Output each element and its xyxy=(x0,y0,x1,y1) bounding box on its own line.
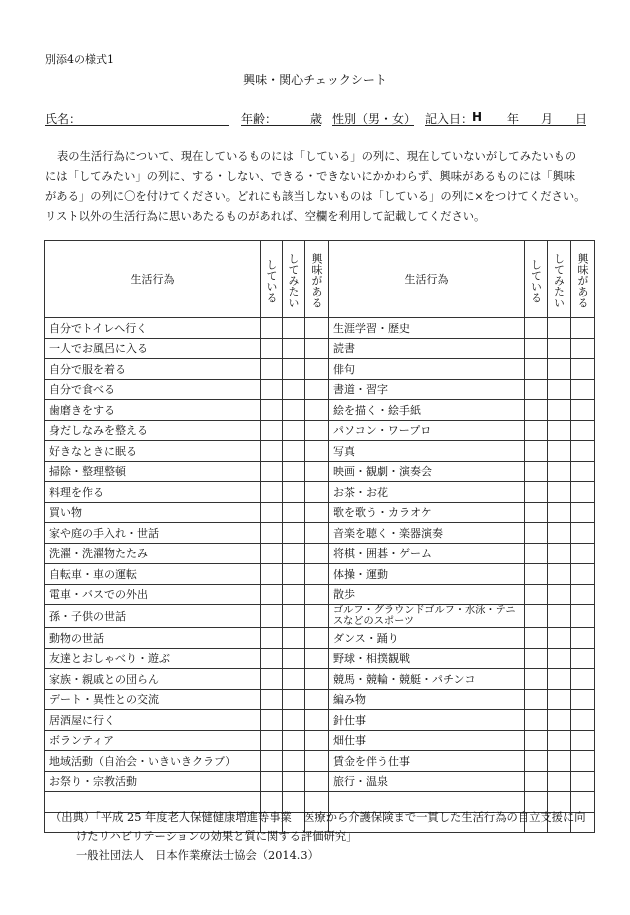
source-line: けたリハビリテーションの効果と質に関する評価研究」 xyxy=(76,830,358,843)
age-unit: 歳 xyxy=(310,112,323,126)
check-cell-want[interactable] xyxy=(283,628,305,649)
table-row xyxy=(45,338,595,359)
check-cell-interest[interactable] xyxy=(305,628,329,649)
check-cell-doing[interactable] xyxy=(525,564,548,585)
check-cell-want[interactable] xyxy=(548,771,571,792)
check-cell-want[interactable] xyxy=(548,461,571,482)
check-cell-doing[interactable] xyxy=(261,543,283,564)
check-cell-want[interactable] xyxy=(283,584,305,605)
check-cell-interest[interactable] xyxy=(571,771,595,792)
table-row xyxy=(45,461,595,482)
check-cell-want[interactable] xyxy=(548,543,571,564)
table-row xyxy=(45,543,595,564)
check-cell-interest[interactable] xyxy=(305,730,329,751)
check-cell-doing[interactable] xyxy=(525,771,548,792)
check-cell-doing[interactable] xyxy=(525,461,548,482)
table-row xyxy=(45,379,595,400)
check-cell-interest[interactable] xyxy=(305,584,329,605)
check-cell-interest[interactable] xyxy=(571,359,595,380)
check-cell-doing[interactable] xyxy=(261,669,283,690)
check-cell-want[interactable] xyxy=(548,400,571,421)
check-cell-want[interactable] xyxy=(283,669,305,690)
check-cell-doing[interactable] xyxy=(261,584,283,605)
check-cell-want[interactable] xyxy=(283,730,305,751)
check-cell-doing[interactable] xyxy=(261,710,283,731)
check-cell-doing[interactable] xyxy=(261,564,283,585)
activity-left: 家や庭の手入れ・世話 xyxy=(45,523,261,544)
check-cell-doing[interactable] xyxy=(261,359,283,380)
table-row xyxy=(45,730,595,751)
check-cell-doing[interactable] xyxy=(525,669,548,690)
check-cell-want[interactable] xyxy=(283,523,305,544)
date-underline xyxy=(425,125,586,126)
check-cell-doing[interactable] xyxy=(261,379,283,400)
check-cell-interest[interactable] xyxy=(305,379,329,400)
check-cell-interest[interactable] xyxy=(571,523,595,544)
check-cell-interest[interactable] xyxy=(305,771,329,792)
check-cell-interest[interactable] xyxy=(571,400,595,421)
activity-right: ゴルフ・グラウンドゴルフ・水泳・テニスなどのスポーツ xyxy=(329,605,525,628)
activity-right: 生涯学習・歴史 xyxy=(329,318,525,339)
check-cell-interest[interactable] xyxy=(305,564,329,585)
check-cell-interest[interactable] xyxy=(305,441,329,462)
activity-left: 一人でお風呂に入る xyxy=(45,338,261,359)
activity-right: 写真 xyxy=(329,441,525,462)
check-cell-want[interactable] xyxy=(283,771,305,792)
check-cell-want[interactable] xyxy=(548,689,571,710)
check-cell-interest[interactable] xyxy=(571,669,595,690)
check-cell-want[interactable] xyxy=(283,543,305,564)
document-reference: 別添4の様式1 xyxy=(45,53,114,66)
activity-right: 将棋・囲碁・ゲーム xyxy=(329,543,525,564)
table-row xyxy=(45,482,595,503)
check-cell-interest[interactable] xyxy=(571,648,595,669)
check-cell-interest[interactable] xyxy=(305,359,329,380)
check-cell-doing[interactable] xyxy=(525,420,548,441)
check-cell-want[interactable] xyxy=(548,420,571,441)
activity-right: 読書 xyxy=(329,338,525,359)
table-row xyxy=(45,605,595,628)
check-cell-want[interactable] xyxy=(548,564,571,585)
check-cell-want[interactable] xyxy=(548,318,571,339)
sheet-title: 興味・関心チェックシート xyxy=(243,73,387,87)
table-row xyxy=(45,318,595,339)
age-label: 年齢： xyxy=(241,112,278,126)
activity-right: 音楽を聴く・楽器演奏 xyxy=(329,523,525,544)
check-cell-interest[interactable] xyxy=(305,523,329,544)
activity-right: 野球・相撲観戦 xyxy=(329,648,525,669)
name-label: 氏名： xyxy=(45,112,82,126)
check-cell-doing[interactable] xyxy=(261,628,283,649)
check-cell-want[interactable] xyxy=(548,441,571,462)
header-doing-right: している xyxy=(525,241,548,318)
check-cell-want[interactable] xyxy=(283,564,305,585)
table-row xyxy=(45,441,595,462)
check-cell-interest[interactable] xyxy=(571,628,595,649)
activity-left: 電車・バスでの外出 xyxy=(45,584,261,605)
check-cell-interest[interactable] xyxy=(305,338,329,359)
check-cell-interest[interactable] xyxy=(571,730,595,751)
check-cell-want[interactable] xyxy=(283,461,305,482)
check-cell-want[interactable] xyxy=(283,605,305,628)
check-cell-doing[interactable] xyxy=(261,400,283,421)
activity-left: 自分で食べる xyxy=(45,379,261,400)
table-body xyxy=(45,318,595,833)
instruction-line: リスト以外の生活行為に思いあたるものがあれば、空欄を利用して記載してください。 xyxy=(45,210,486,223)
check-cell-want[interactable] xyxy=(548,584,571,605)
check-cell-want[interactable] xyxy=(283,710,305,731)
activity-left: 孫・子供の世話 xyxy=(45,605,261,628)
check-cell-doing[interactable] xyxy=(261,730,283,751)
check-cell-doing[interactable] xyxy=(261,482,283,503)
check-cell-want[interactable] xyxy=(283,420,305,441)
activity-left: 洗濯・洗濯物たたみ xyxy=(45,543,261,564)
activity-left: 自分で服を着る xyxy=(45,359,261,380)
header-activity-left: 生活行為 xyxy=(45,241,261,318)
table-row xyxy=(45,359,595,380)
activity-right: 畑仕事 xyxy=(329,730,525,751)
table-row xyxy=(45,564,595,585)
activity-right: 賃金を伴う仕事 xyxy=(329,751,525,772)
check-cell-want[interactable] xyxy=(548,751,571,772)
activity-left: 自分でトイレへ行く xyxy=(45,318,261,339)
table-row xyxy=(45,628,595,649)
source-citation xyxy=(50,808,610,865)
activity-right: 競馬・競輪・競艇・パチンコ xyxy=(329,669,525,690)
activity-left: 料理を作る xyxy=(45,482,261,503)
check-cell-want[interactable] xyxy=(548,605,571,628)
activity-right: 散歩 xyxy=(329,584,525,605)
check-cell-doing[interactable] xyxy=(525,628,548,649)
table-row xyxy=(45,420,595,441)
check-cell-interest[interactable] xyxy=(571,441,595,462)
activity-left: デート・異性との交流 xyxy=(45,689,261,710)
activity-left: ボランティア xyxy=(45,730,261,751)
check-cell-want[interactable] xyxy=(283,751,305,772)
activity-right: お茶・お花 xyxy=(329,482,525,503)
month-label: 月 xyxy=(541,112,554,126)
check-cell-want[interactable] xyxy=(283,318,305,339)
check-cell-interest[interactable] xyxy=(305,710,329,731)
date-label: 記入日： xyxy=(425,112,474,126)
date-era: H xyxy=(472,110,483,124)
instruction-line: がある」の列に〇を付けてください。どれにも該当しないものは「している」の列に×をつけてください。 xyxy=(45,190,586,203)
check-cell-interest[interactable] xyxy=(571,318,595,339)
check-cell-interest[interactable] xyxy=(571,584,595,605)
activity-left: 掃除・整理整頓 xyxy=(45,461,261,482)
check-cell-interest[interactable] xyxy=(571,482,595,503)
activity-left: 居酒屋に行く xyxy=(45,710,261,731)
day-label: 日 xyxy=(575,112,588,126)
age-underline xyxy=(241,125,321,126)
check-cell-doing[interactable] xyxy=(261,751,283,772)
check-cell-interest[interactable] xyxy=(571,751,595,772)
table-row xyxy=(45,648,595,669)
check-cell-interest[interactable] xyxy=(571,461,595,482)
activity-left: 地域活動（自治会・いきいきクラブ） xyxy=(45,751,261,772)
check-cell-interest[interactable] xyxy=(571,502,595,523)
check-cell-doing[interactable] xyxy=(261,771,283,792)
check-cell-doing[interactable] xyxy=(525,379,548,400)
table-row xyxy=(45,710,595,731)
check-cell-interest[interactable] xyxy=(305,689,329,710)
table-row xyxy=(45,771,595,792)
check-cell-doing[interactable] xyxy=(525,689,548,710)
check-cell-doing[interactable] xyxy=(525,730,548,751)
sex-underline xyxy=(332,125,414,126)
header-doing-left: している xyxy=(261,241,283,318)
check-cell-doing[interactable] xyxy=(261,502,283,523)
check-cell-doing[interactable] xyxy=(261,689,283,710)
activity-right: 映画・観劇・演奏会 xyxy=(329,461,525,482)
check-cell-doing[interactable] xyxy=(525,523,548,544)
activity-left: 好きなときに眠る xyxy=(45,441,261,462)
check-cell-interest[interactable] xyxy=(571,379,595,400)
check-cell-want[interactable] xyxy=(548,628,571,649)
check-cell-doing[interactable] xyxy=(525,710,548,731)
check-cell-interest[interactable] xyxy=(571,543,595,564)
activity-right: 編み物 xyxy=(329,689,525,710)
activity-left: 身だしなみを整える xyxy=(45,420,261,441)
check-cell-doing[interactable] xyxy=(525,441,548,462)
check-cell-doing[interactable] xyxy=(525,543,548,564)
check-cell-doing[interactable] xyxy=(261,605,283,628)
check-cell-interest[interactable] xyxy=(305,400,329,421)
check-cell-want[interactable] xyxy=(283,400,305,421)
table-row xyxy=(45,502,595,523)
check-cell-doing[interactable] xyxy=(525,502,548,523)
table-row xyxy=(45,584,595,605)
check-cell-interest[interactable] xyxy=(305,669,329,690)
check-cell-doing[interactable] xyxy=(525,338,548,359)
check-cell-want[interactable] xyxy=(548,730,571,751)
check-cell-interest[interactable] xyxy=(305,543,329,564)
check-cell-want[interactable] xyxy=(283,648,305,669)
check-cell-interest[interactable] xyxy=(571,605,595,628)
check-cell-want[interactable] xyxy=(283,689,305,710)
activity-right: 体操・運動 xyxy=(329,564,525,585)
check-cell-interest[interactable] xyxy=(305,461,329,482)
check-cell-interest[interactable] xyxy=(571,420,595,441)
name-underline xyxy=(45,125,229,126)
check-cell-interest[interactable] xyxy=(305,482,329,503)
table-row xyxy=(45,689,595,710)
check-cell-doing[interactable] xyxy=(525,648,548,669)
check-cell-want[interactable] xyxy=(283,379,305,400)
check-cell-interest[interactable] xyxy=(305,318,329,339)
check-cell-want[interactable] xyxy=(548,338,571,359)
sex-label: 性別（男・女） xyxy=(332,112,417,126)
check-cell-interest[interactable] xyxy=(571,338,595,359)
check-cell-want[interactable] xyxy=(548,710,571,731)
check-cell-want[interactable] xyxy=(548,502,571,523)
check-cell-interest[interactable] xyxy=(305,648,329,669)
activity-left: 友達とおしゃべり・遊ぶ xyxy=(45,648,261,669)
activity-left: 買い物 xyxy=(45,502,261,523)
activity-left: 動物の世話 xyxy=(45,628,261,649)
activity-left: お祭り・宗教活動 xyxy=(45,771,261,792)
check-cell-doing[interactable] xyxy=(261,461,283,482)
check-cell-doing[interactable] xyxy=(261,338,283,359)
source-line: 一般社団法人 日本作業療法士協会（2014.3） xyxy=(76,849,319,862)
instructions xyxy=(45,147,601,227)
table-row xyxy=(45,751,595,772)
check-cell-want[interactable] xyxy=(283,338,305,359)
table-row xyxy=(45,523,595,544)
year-label: 年 xyxy=(507,112,520,126)
check-cell-want[interactable] xyxy=(548,359,571,380)
activity-left: 家族・親戚との団らん xyxy=(45,669,261,690)
header-activity-right: 生活行為 xyxy=(329,241,525,318)
check-cell-interest[interactable] xyxy=(305,420,329,441)
check-cell-doing[interactable] xyxy=(261,420,283,441)
check-cell-want[interactable] xyxy=(548,669,571,690)
activity-right: 旅行・温泉 xyxy=(329,771,525,792)
activity-right: 絵を描く・絵手紙 xyxy=(329,400,525,421)
check-cell-interest[interactable] xyxy=(571,564,595,585)
activity-right: ダンス・踊り xyxy=(329,628,525,649)
check-cell-doing[interactable] xyxy=(525,751,548,772)
check-cell-doing[interactable] xyxy=(525,482,548,503)
header-want-left: してみたい xyxy=(283,241,305,318)
header-want-right: してみたい xyxy=(548,241,571,318)
check-cell-interest[interactable] xyxy=(571,710,595,731)
check-cell-doing[interactable] xyxy=(261,441,283,462)
check-cell-want[interactable] xyxy=(283,441,305,462)
check-cell-doing[interactable] xyxy=(261,318,283,339)
check-cell-doing[interactable] xyxy=(525,359,548,380)
check-cell-want[interactable] xyxy=(548,379,571,400)
header-interest-right: 興味がある xyxy=(571,241,595,318)
check-cell-interest[interactable] xyxy=(305,751,329,772)
check-cell-interest[interactable] xyxy=(305,502,329,523)
instruction-line: には「してみたい」の列に、する・しない、できる・できないにかかわらず、興味があるものには「興味 xyxy=(45,170,576,183)
check-cell-want[interactable] xyxy=(548,482,571,503)
table-row xyxy=(45,669,595,690)
check-cell-doing[interactable] xyxy=(261,523,283,544)
check-cell-want[interactable] xyxy=(283,502,305,523)
instruction-line: 表の生活行為について、現在しているものには「している」の列に、現在していないがしてみたいもの xyxy=(57,150,577,163)
table-header-row xyxy=(45,241,595,318)
check-cell-interest[interactable] xyxy=(305,605,329,628)
check-cell-want[interactable] xyxy=(283,359,305,380)
check-cell-doing[interactable] xyxy=(525,605,548,628)
table-row xyxy=(45,400,595,421)
source-line: （出典）「平成 25 年度老人保健健康増進等事業 医療から介護保険まで一貫した生活行為の自立支援に向 xyxy=(50,811,586,824)
activity-right: 針仕事 xyxy=(329,710,525,731)
activity-right: パソコン・ワープロ xyxy=(329,420,525,441)
check-cell-want[interactable] xyxy=(548,523,571,544)
check-cell-doing[interactable] xyxy=(525,318,548,339)
check-cell-want[interactable] xyxy=(548,648,571,669)
check-cell-doing[interactable] xyxy=(261,648,283,669)
check-cell-interest[interactable] xyxy=(571,689,595,710)
check-cell-doing[interactable] xyxy=(525,400,548,421)
interest-check-table xyxy=(44,240,595,833)
check-cell-doing[interactable] xyxy=(525,584,548,605)
activity-left: 歯磨きをする xyxy=(45,400,261,421)
activity-right: 歌を歌う・カラオケ xyxy=(329,502,525,523)
activity-left: 自転車・車の運転 xyxy=(45,564,261,585)
header-interest-left: 興味がある xyxy=(305,241,329,318)
activity-right: 俳句 xyxy=(329,359,525,380)
check-cell-want[interactable] xyxy=(283,482,305,503)
activity-right: 書道・習字 xyxy=(329,379,525,400)
